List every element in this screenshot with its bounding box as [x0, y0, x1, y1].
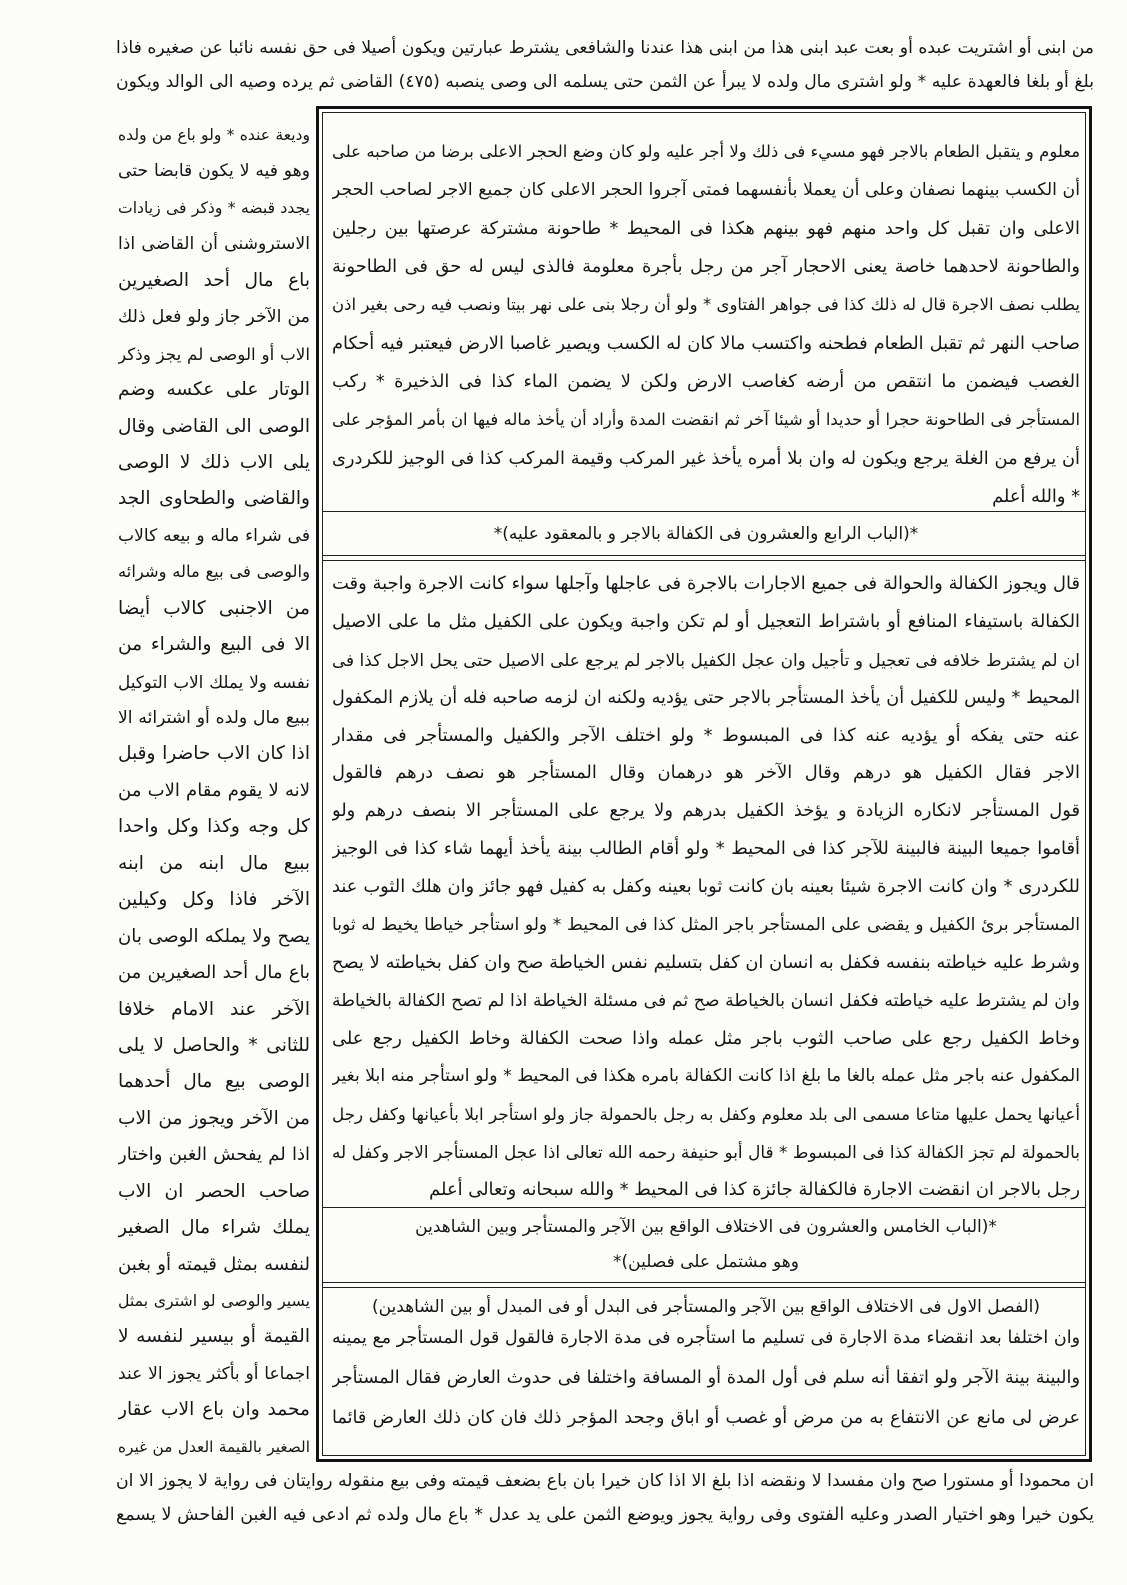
margin-line: وهو فيه لا يكون قابضا حتى	[118, 161, 310, 182]
margin-line: القيمة أو بيسير لنفسه لا	[118, 1326, 310, 1348]
text-line: يطلب نصف الاجرة قال له ذلك كذا فى جواهر الفتاوى * ولو أن رجلا بنى على نهر بيتا ونصب فيه رحى بغير اذن	[332, 295, 1080, 315]
text-line: معلوم و يتقبل الطعام بالاجر فهو مسيء فى ذلك ولا أجر عليه ولو كان وضع الحجر الاعلى برضا من صاحبه على	[332, 142, 1080, 161]
margin-line: اذا لم يفحش الغبن واختار	[118, 1144, 310, 1166]
text-line: أعيانها يحمل عليها متاعا مسمى الى بلد معلوم وكفل به رجل بالحمولة جاز ولو استأجر ابلا بأعيانها وكفل رجل	[332, 1104, 1080, 1125]
chapter-heading-line: *(الباب الخامس والعشرون فى الاختلاف الواقع بين الآجر والمستأجر وبين الشاهدين	[415, 1217, 997, 1237]
text-line: أقاموا جميعا البينة فالبينة للآجر كذا فى المحيط * ولو أقام الطالب بينة يأخذ أيهما شاء كذا فى الوجيز	[332, 838, 1080, 860]
margin-line: يملك شراء مال الصغير	[118, 1217, 310, 1239]
text-line: ان لم يشترط خلافه فى تعجيل و تأجيل وان عجل الكفيل بالاجر لم يرجع على الاصيل حتى يحل الاجل كذا فى	[332, 649, 1080, 670]
margin-line: يسير والوصى لو اشترى بمثل	[118, 1291, 310, 1310]
text-line: رجل بالاجر ان انقضت الاجارة فالكفالة جائزة كذا فى المحيط * والله سبحانه وتعالى أعلم	[429, 1179, 1080, 1200]
text-line: بالحمولة لم تجز الكفالة كذا فى المبسوط * قال أبو حنيفة رحمه الله تعالى اذا عجل المستأجر الاجر وكفل له	[332, 1142, 1080, 1163]
margin-line: يلى الاب ذلك لا الوصى	[118, 451, 310, 473]
text-line: عنه حتى يفكه أو يؤديه عنه كذا فى المبسوط * ولو اختلف الآجر والكفيل والمستأجر فى مقدار	[332, 724, 1080, 746]
margin-line: من الاجنبى كالاب أيضا	[118, 597, 310, 619]
margin-line: فى شراء ماله و بيعه كالاب	[118, 525, 310, 546]
margin-line: الوصى الى القاضى وقال	[118, 415, 310, 437]
text-line: وشرط عليه خياطته بنفسه فكفل به انسان ان كفل بتسليم نفس الخياطة صح وان كفل بخياطته لا يصح	[332, 951, 1080, 973]
text-line: أن يرفع من الغلة يرجع ويكون له وان بلا أمره يأخذ غير المركب وقيمة المركب كذا فى الوجيز للكردرى	[332, 447, 1080, 469]
page-footer	[116, 1466, 1094, 1530]
margin-line: اجماعا أو بأكثر يجوز الا عند	[118, 1363, 310, 1384]
margin-line: الاستروشنى أن القاضى اذا	[118, 234, 310, 255]
margin-line: لنفسه بمثل قيمته أو بغبن	[118, 1253, 310, 1275]
margin-line: محمد وان باع الاب عقار	[118, 1399, 310, 1421]
text-line: الاعلى وان تقبل كل واحد منهم فهو بينهم هكذا فى المحيط * طاحونة مشتركة عرصتها بين رجلين	[332, 217, 1080, 239]
margin-line: باع مال أحد الصغيرين من	[118, 962, 310, 984]
separator-rule	[323, 1282, 1085, 1283]
separator-rule	[323, 555, 1085, 556]
separator-rule	[323, 1287, 1085, 1288]
margin-line: الآخر فاذا وكل وكيلين	[118, 889, 310, 911]
paragraph-3	[332, 1323, 1080, 1433]
header-line: من ابنى أو اشتريت عبده أو بعت عبد ابنى هذا من ابنى هذا عندنا والشافعى يشترط عبارتين ويكون أصيلا فى حق نفسه نائبا عن صغيره فاذا	[116, 38, 1094, 58]
text-line: الغصب فيضمن ما انتقص من أرضه كغاصب الارض ولكن لا يضمن الماء كذا فى الذخيرة * ركب	[332, 370, 1080, 392]
header-line	[116, 67, 1094, 97]
paragraph-1	[332, 137, 1080, 512]
margin-line: باع مال أحد الصغيرين	[118, 269, 310, 291]
margin-line: يجدد قبضه * وذكر فى زيادات	[118, 198, 310, 217]
margin-line: لانه لا يقوم مقام الاب من	[118, 779, 310, 801]
margin-line: ببيع مال ابنه من ابنه	[118, 852, 310, 874]
page-header	[116, 33, 1094, 97]
margin-line: يصح ولا يملكه الوصى بان	[118, 925, 310, 947]
text-line: أن الكسب بينهما نصفان وعلى أن يعملا بأنفسهما فمتى آجروا الحجر الاعلى كان جميع الاجر لصاحب الحجر	[332, 180, 1080, 201]
section-1-heading	[332, 1292, 1080, 1322]
margin-line: الوتار على عكسه وضم	[118, 379, 310, 401]
page-number: (٤٧٥)	[398, 72, 440, 92]
margin-line: للثانى * والحاصل لا يلى	[118, 1034, 310, 1056]
separator-rule	[323, 560, 1085, 561]
text-line: وان اختلفا بعد انقضاء مدة الاجارة فى تسليم ما استأجره فى مدة الاجارة فالقول قول المستأجر مع يمينه	[332, 1328, 1080, 1348]
margin-line: من الآخر جاز ولو فعل ذلك	[118, 307, 310, 328]
margin-line: صاحب الحصر ان الاب	[118, 1180, 310, 1202]
footer-line: ان محمودا أو مستورا صح وان مفسدا لا ونقضه اذا بلغ الا اذا كان خيرا بان باع بضعف قيمته وفى بيع منقوله روايتان فى رواية لا يجوز الا ان	[116, 1471, 1094, 1491]
section-heading-line: (الفصل الاول فى الاختلاف الواقع بين الآجر والمستأجر فى البدل أو فى المبدل أو بين الشاهدين)	[371, 1297, 1041, 1317]
margin-line: والقاضى والطحاوى الجد	[118, 488, 310, 510]
chapter-24-heading	[332, 519, 1080, 549]
separator-rule	[323, 1207, 1085, 1208]
header-text: بلغ أو بلغا فالعهدة عليه * ولو اشترى مال ولده لا يبرأ عن الثمن حتى يسلمه الى وصى ينصبه	[445, 72, 1094, 92]
margin-line: وديعة عنده * ولو باع من ولده	[118, 126, 310, 144]
text-line: صاحب النهر ثم تقبل الطعام فطحنه واكتسب مالا كان له الكسب ويصير غاصبا الارض فيعتبر فيه أحكام	[332, 332, 1080, 354]
separator-rule	[323, 511, 1085, 512]
text-line: المكفول عنه باجر مثل عمله بالغا ما بلغ اذا كانت الكفالة بامره هكذا فى المحيط * ولو استأجر منه ابلا بغير	[332, 1066, 1080, 1087]
text-line: * والله أعلم	[992, 485, 1080, 507]
text-line: الكفالة باستيفاء المنافع أو باشتراط التعجيل أو لم تكن واجبة ويكون على الكفيل مثل ما على الاصيل	[332, 610, 1080, 632]
chapter-25-heading	[332, 1212, 1080, 1277]
margin-line: والوصى فى بيع ماله وشرائه	[118, 562, 310, 582]
margin-line: الاب أو الوصى لم يجز وذكر	[118, 343, 310, 364]
text-line: قول المستأجر لانكاره الزيادة و يؤخذ الكفيل بدرهم ولا يرجع على المستأجر الا بنصف درهم ولو	[332, 800, 1080, 822]
margin-line: ببيع مال ولده أو اشترائه الا	[118, 708, 310, 728]
margin-line: نفسه ولا يملك الاب التوكيل	[118, 671, 310, 692]
text-line: قال ويجوز الكفالة والحوالة فى جميع الاجارات بالاجرة فى عاجلها وآجلها سواء كانت الاجرة واجبة وقت	[332, 573, 1080, 594]
text-line: للكردرى * وان كانت الاجرة شيئا بعينه بان كانت ثوبا بعينه وكفل به كفيل فهو جائز وان هلك الثوب عند	[332, 876, 1080, 897]
margin-line: الآخر عند الامام خلافا	[118, 998, 310, 1020]
text-line: المحيط * وليس للكفيل أن يأخذ المستأجر بالاجر حتى يؤديه ولكنه ان لزمه صاحبه فله أن يلازم المكفول	[332, 687, 1080, 708]
text-line: الاجر فقال الكفيل هو درهم وقال الآخر هو درهمان وقال المستأجر هو نصف درهم فالقول	[332, 762, 1080, 784]
text-line: المستأجر برئ الكفيل و يقضى على المستأجر باجر المثل كذا فى المحيط * ولو استأجر خياطا يخيط له ثوبا	[332, 914, 1080, 935]
text-line: وان لم يشترط عليه خياطته فكفل انسان بالخياطة صح ثم فى مسئلة الخياطة اذا لم تصح الكفالة بالخياطة	[332, 990, 1080, 1011]
paragraph-2	[332, 569, 1080, 1205]
text-line: والبينة بينة الآجر ولو اتفقا أنه سلم فى أول المدة أو المسافة واختلفا فى حدوث العارض فقال المستأجر	[332, 1368, 1080, 1388]
footer-line: يكون خيرا وهو اختيار الصدر وعليه الفتوى وفى رواية يجوز ويوضع الثمن على يد عدل * باع مال ولده ثم ادعى فيه الغبن الفاحش لا يسمع	[116, 1505, 1094, 1525]
margin-line: من الآخر ويجوز من الاب	[118, 1107, 310, 1129]
header-text: القاضى ثم يرده وصيه الى الوالد ويكون	[116, 72, 394, 92]
text-line: عرض لى مانع عن الانتفاع به من مرض أو غصب أو اباق وجحد المؤجر ذلك فان كان ذلك العارض قائما	[332, 1408, 1080, 1428]
margin-line: كل وجه وكذا وكل واحدا	[118, 816, 310, 838]
margin-line: الا فى البيع والشراء من	[118, 634, 310, 656]
chapter-heading-line: *(الباب الرابع والعشرون فى الكفالة بالاجر و بالمعقود عليه)*	[493, 524, 919, 544]
margin-line: اذا كان الاب حاضرا وقبل	[118, 743, 310, 765]
text-line: وخاط الكفيل رجع على صاحب الثوب باجر مثل عمله واذا صحت الكفالة وخاط الكفيل رجع على	[332, 1027, 1080, 1049]
text-line: والطاحونة لاحدهما خاصة يعنى الاحجار آجر من رجل بأجرة معلومة فالذى ليس له حق فى الطاحونة	[332, 255, 1080, 277]
margin-line: الوصى بيع مال أحدهما	[118, 1071, 310, 1093]
margin-line: الصغير بالقيمة العدل من غيره	[118, 1437, 310, 1456]
margin-commentary	[118, 120, 310, 1462]
text-line: المستأجر فى الطاحونة حجرا أو حديدا أو شيئا آخر ثم انقضت المدة وأراد أن يأخذ ماله فيها ان بأمر المؤجر على	[332, 410, 1080, 430]
chapter-heading-line: وهو مشتمل على فصلين)*	[613, 1252, 799, 1272]
